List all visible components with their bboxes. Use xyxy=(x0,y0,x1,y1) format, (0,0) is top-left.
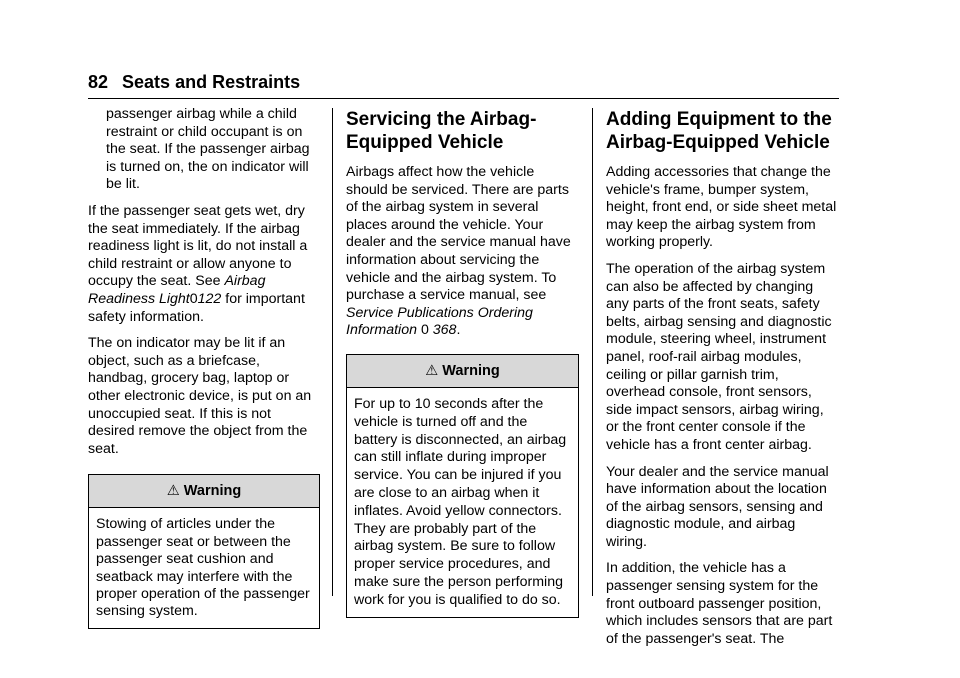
page-header xyxy=(88,70,839,94)
section-heading-servicing: Servicing the Airbag-Equipped Vehicle xyxy=(346,109,537,153)
paragraph-wet-seat: If the passenger seat gets wet, dry the seat immediately. If the airbag readiness light is lit, do not install a child restraint or allow anyone to occupy the seat. See Airbag Readiness Light0122 for important safety information. xyxy=(88,202,308,325)
warning-box xyxy=(346,354,579,618)
warning-body: Stowing of articles under the passenger seat or between the passenger seat cushion and seatback may interfere with the proper operation of the passenger sensing system. xyxy=(96,516,310,620)
page-ref[interactable]: 368 xyxy=(432,322,457,339)
paragraph-on-indicator: The on indicator may be lit if an object, such as a briefcase, handbag, grocery bag, laptop or other electronic device, is put on an unoccupied seat. If this is not desired remove the object from the seat. xyxy=(88,335,312,457)
column-middle xyxy=(346,106,579,618)
warning-body: For up to 10 seconds after the vehicle is turned off and the battery is disconnected, an airbag can still inflate during improper service. You can be injured if you are close to an airbag when it inflates. Avoid yellow connectors. They are probably part of the airbag system. Be sure to follow proper service procedures, and make sure the person performing work for you is qualified to do so. xyxy=(354,395,567,608)
warning-box xyxy=(88,474,320,628)
section-title: Seats and Restraints xyxy=(122,72,301,92)
header-rule xyxy=(88,98,839,99)
section-heading-adding-equipment: Adding Equipment to the Airbag-Equipped Vehicle xyxy=(606,109,832,153)
page-ref[interactable]: 122 xyxy=(197,290,222,307)
column-divider xyxy=(332,108,333,596)
column-right xyxy=(606,106,839,657)
continued-paragraph: passenger airbag while a child restraint or child occupant is on the seat. If the passenger airbag is turned on, the on indicator will be lit. xyxy=(106,106,310,193)
page-ref-symbol: 0 xyxy=(189,290,198,307)
column-left xyxy=(88,106,320,629)
paragraph-passenger-sensing: In addition, the vehicle has a passenger sensing system for the front outboard passenger position, which includes sensors that are part of the passenger's seat. The xyxy=(606,560,833,647)
page-number: 82 xyxy=(88,72,109,92)
column-divider xyxy=(592,108,593,596)
service-publications-link[interactable]: Service Publications Ordering Information xyxy=(346,304,533,339)
warning-title: Warning xyxy=(183,483,242,500)
airbag-readiness-light-link[interactable]: Airbag Readiness Light xyxy=(88,273,266,307)
paragraph-dealer: Your dealer and the service manual have information about the location of the airbag sensors, sensing and diagnostic module, and airbag wiring. xyxy=(606,463,829,550)
warning-icon: ⚠ xyxy=(166,483,180,500)
page-ref-symbol: 0 xyxy=(420,322,429,339)
warning-header xyxy=(89,475,319,508)
warning-icon: ⚠ xyxy=(425,362,439,379)
warning-header xyxy=(347,355,578,388)
warning-title: Warning xyxy=(442,362,500,379)
paragraph-accessories: Adding accessories that change the vehicle's frame, bumper system, height, front end, or side sheet metal may keep the airbag system from working properly. xyxy=(606,164,837,251)
paragraph-operation: The operation of the airbag system can also be affected by changing any parts of the front seats, safety belts, airbag sensing and diagnostic module, steering wheel, instrument panel, roof-rail airbag modules, ceiling or pillar garnish trim, overhead console, front sensors, side impact sensors, airbag wiring, or the front center console if the vehicle has a front center airbag. xyxy=(606,260,832,453)
paragraph-servicing: Airbags affect how the vehicle should be serviced. There are parts of the airbag system in several places around the vehicle. Your dealer and the service manual have information about servicing the vehicle and the airbag system. To purchase a service manual, see Service Publications Ordering Information 0 368. xyxy=(346,164,571,339)
